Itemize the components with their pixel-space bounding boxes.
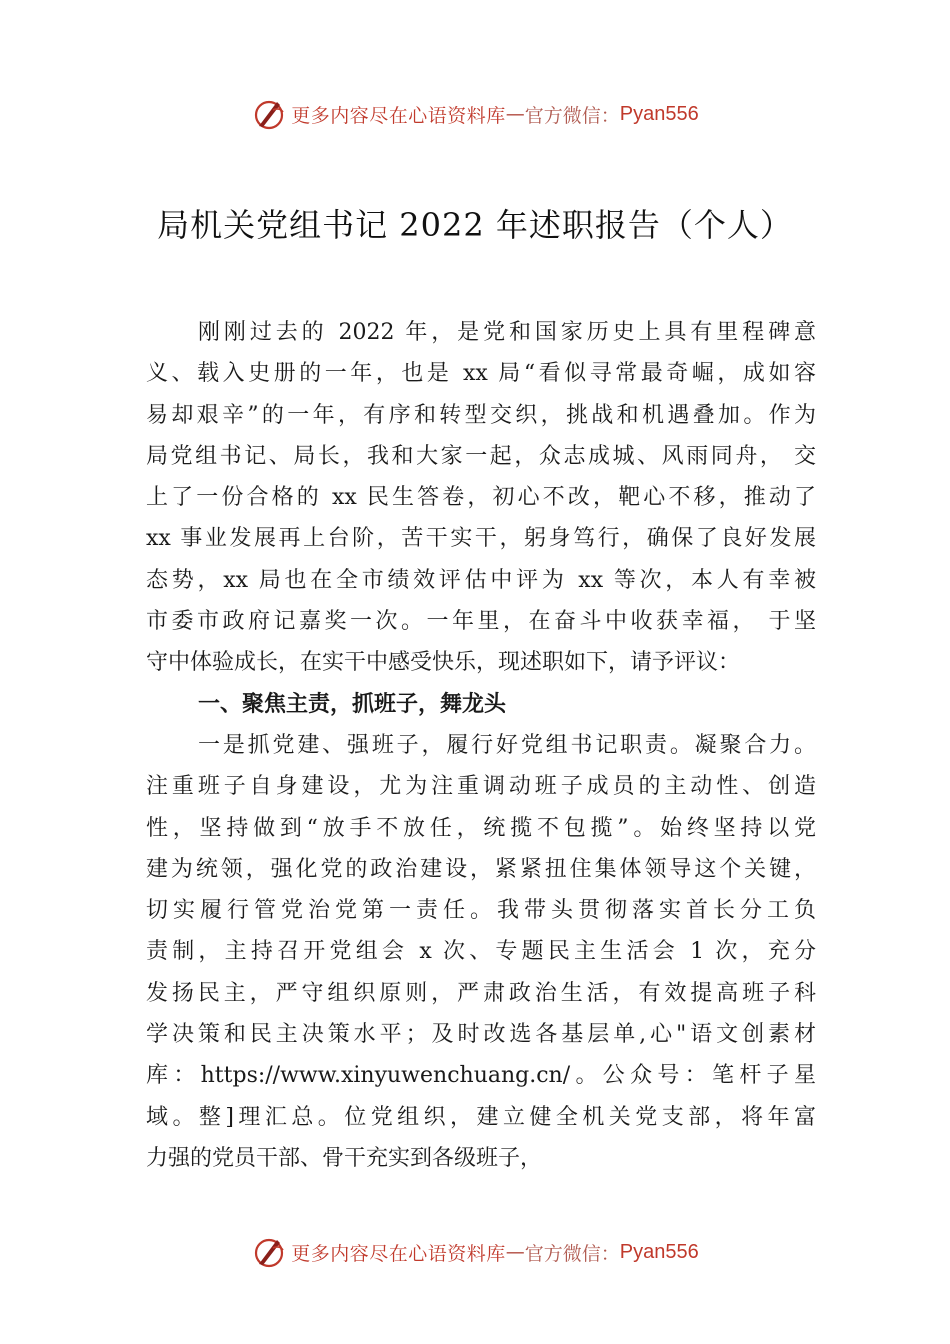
paragraph-line: 义、载入史册的一年，也是 xx 局“看似寻常最奇崛，成如容	[146, 361, 816, 387]
wechat-label: 官方微信：	[524, 1242, 620, 1265]
paragraph-line: 一是抓党建、强班子，履行好党组书记职责。凝聚合力。	[198, 732, 816, 758]
paragraph-line: 性，坚持做到“放手不放任，统揽不包揽”。始终坚持以党	[146, 815, 816, 841]
banner-inner	[251, 1234, 699, 1270]
banner-inner	[251, 96, 699, 132]
paragraph-line: 切实履行管党治党第一责任。我带头贯彻落实首长分工负	[146, 898, 816, 924]
banner-separator: —	[505, 103, 525, 125]
paragraph-line: 力强的党员干部、骨干充实到各级班子，	[146, 1145, 543, 1171]
paragraph-line: xx 事业发展再上台阶，苦干实干，躬身笃行，确保了良好发展	[146, 526, 816, 552]
paragraph-line: 学决策和民主决策水平；及时改选各基层单,心"语文创素材	[146, 1022, 816, 1048]
paragraph-line: 上了一份合格的 xx 民生答卷，初心不改，靶心不移，推动了	[146, 485, 816, 511]
quill-circle-icon	[251, 1234, 287, 1270]
wechat-label: 官方微信：	[524, 104, 620, 127]
wechat-id: Pyan556	[619, 102, 699, 125]
paragraph-line: 市委市政府记嘉奖一次。一年里，在奋斗中收获幸福， 于坚	[146, 609, 816, 635]
paragraph-line: 发扬民主，严守组织原则，严肃政治生活，有效提高班子科	[146, 980, 816, 1006]
brand-text: 更多内容尽在心语资料库	[291, 1242, 506, 1265]
quill-circle-icon	[251, 96, 287, 132]
paragraph-line: 库：https://www.xinyuwenchuang.cn/。公众号：笔杆子星	[146, 1063, 816, 1089]
paragraph-line: 域。整]理汇总。位党组织，建立健全机关党支部，将年富	[146, 1104, 816, 1130]
intro-paragraph	[146, 312, 816, 684]
paragraph-line: 守中体验成长，在实干中感受快乐，现述职如下，请予评议：	[146, 650, 741, 676]
paragraph-line: 局党组书记、局长，我和大家一起，众志成城、风雨同舟， 交	[146, 443, 816, 469]
paragraph-line: 责制，主持召开党组会 x 次、专题民主生活会 1 次，充分	[146, 939, 816, 965]
document-body	[146, 312, 816, 1179]
section-heading: 一、聚焦主责，抓班子，舞龙头	[198, 691, 507, 717]
banner-separator: —	[505, 1241, 525, 1263]
paragraph-line: 注重班子自身建设，尤为注重调动班子成员的主动性、创造	[146, 774, 816, 800]
document-title: 局机关党组书记 2022 年述职报告（个人）	[157, 206, 793, 244]
wechat-id: Pyan556	[619, 1240, 699, 1263]
paragraph-line: 刚刚过去的 2022 年，是党和国家历史上具有里程碑意	[198, 320, 816, 345]
paragraph-line: 建为统领，强化党的政治建设，紧紧扭住集体领导这个关键，	[146, 856, 816, 882]
footer-banner	[0, 1232, 950, 1272]
header-banner	[0, 94, 950, 134]
section-paragraph	[146, 725, 816, 1179]
paragraph-line: 易却艰辛”的一年，有序和转型交织，挑战和机遇叠加。作为	[146, 402, 816, 428]
paragraph-line: 态势，xx 局也在全市绩效评估中评为 xx 等次，本人有幸被	[146, 567, 816, 593]
brand-text: 更多内容尽在心语资料库	[291, 104, 506, 127]
